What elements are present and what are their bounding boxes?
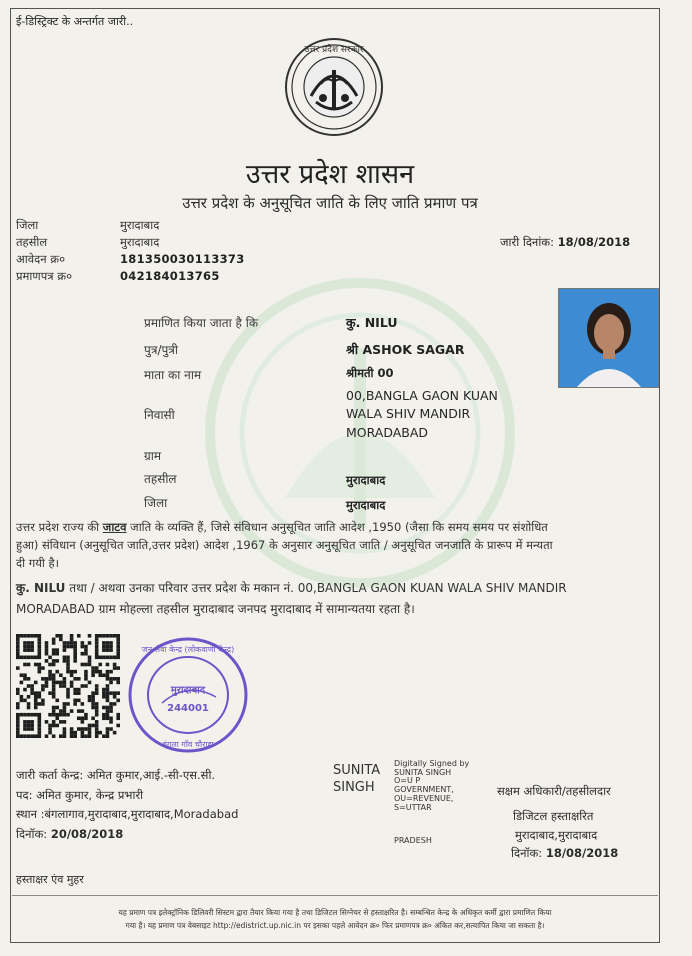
- address-line-3: MORADABAD: [346, 425, 429, 440]
- top-note: ई-डिस्ट्रिक्ट के अन्तर्गत जारी..: [16, 15, 134, 28]
- footer-line-1: यह प्रमाण पत्र इलेक्ट्रॉनिक डिलिवरी सिस्टम द्वारा तैयार किया गया है तथा डिजिटल सिग्नेचर से हस्ताक्षरित है। सम्बन्धित केन्द्र के अधिकृत कर्मी द्वारा प्रमाणित किया: [118, 908, 552, 917]
- mother-label: माता का नाम: [144, 368, 202, 382]
- issuer-date-value: 20/08/2018: [50, 826, 124, 841]
- issue-date-label: जारी दिनांक:: [500, 235, 555, 249]
- stamp-pin: 244001: [167, 703, 209, 714]
- application-label: आवेदन क्र०: [16, 252, 66, 266]
- digital-signature-details: [394, 760, 469, 812]
- certificate-label: प्रमाणपत्र क्र०: [16, 269, 73, 283]
- applicant-name: कु. NILU: [346, 315, 398, 330]
- issuer-date-label: दिनॉक:: [16, 826, 48, 841]
- mother-name: श्रीमती 00: [346, 366, 394, 380]
- issue-date: [500, 235, 630, 250]
- authority-place: मुरादाबाद,मुरादाबाद: [515, 828, 598, 842]
- issuer-block: [16, 766, 238, 844]
- sign-detail-5: OU=REVENUE,: [394, 793, 454, 803]
- stamp-inner-text: बंगला गाँव चौराहा: [162, 740, 214, 749]
- sign-detail-3: O=U P: [394, 776, 421, 786]
- certificate-title: उत्तर प्रदेश के अनुसूचित जाति के लिए जाति प्रमाण पत्र: [182, 194, 478, 212]
- para1-line-2: हुआ) संविधान (अनुसूचित जाति,उत्तर प्रदेश) आदेश ,1967 के अनुसार अनुसूचित जाति / अनुसूचित जनजाति के प्रारूप में मन्यता: [16, 538, 553, 552]
- sign-detail-1: Digitally Signed by: [394, 759, 470, 768]
- applicant-photo: [558, 288, 659, 388]
- issuer-place: स्थान :बंगलागाव,मुरादाबाद,मुरादाबाद,Moradabad: [16, 807, 239, 821]
- district-label: जिला: [16, 218, 39, 232]
- detail-district-value: मुरादाबाद: [346, 498, 386, 512]
- tehsil-label: तहसील: [16, 235, 48, 249]
- sign-detail-4: GOVERNMENT,: [394, 785, 454, 795]
- para2-name: कु. NILU: [16, 581, 66, 595]
- issue-date-value: 18/08/2018: [557, 235, 631, 249]
- authority-digital: डिजिटल हस्ताक्षरित: [513, 809, 594, 823]
- issuer-post: पद: अमित कुमार, केन्द्र प्रभारी: [16, 787, 144, 802]
- sign-detail-2: SUNITA SINGH: [394, 767, 452, 777]
- para2-line-2: MORADABAD ग्राम मोहल्ला तहसील मुरादाबाद जनपद मुरादाबाद में सामान्यतया रहता है।: [16, 602, 415, 616]
- village-label: ग्राम: [144, 449, 162, 463]
- sign-detail-7: PRADESH: [394, 836, 432, 845]
- address-line-1: 00,BANGLA GAON KUAN: [346, 388, 498, 403]
- detail-tehsil-label: तहसील: [144, 472, 177, 486]
- emblem-text: उत्तर प्रदेश सरकार: [304, 45, 364, 55]
- residence-paragraph: [16, 578, 567, 620]
- digital-signature-name: [333, 762, 380, 796]
- authority-date-value: 18/08/2018: [545, 846, 619, 860]
- para1-line-3: दी गयी है।: [16, 556, 59, 570]
- footer-note: [14, 906, 656, 932]
- issuer-date: [16, 825, 238, 845]
- authority-title: सक्षम अधिकारी/तहसीलदार: [497, 784, 611, 798]
- footer-divider: [12, 895, 658, 896]
- government-title: उत्तर प्रदेश शासन: [245, 159, 415, 190]
- stamp-outer-text: जन सेवा केन्द्र (लोकवाणी केन्द्र): [141, 645, 235, 654]
- qr-code: [16, 634, 120, 738]
- certificate-number: 042184013765: [120, 269, 220, 283]
- detail-district-label: जिला: [144, 496, 168, 510]
- application-number: 181350030113373: [120, 252, 245, 266]
- signer-name-line-1: SUNITA: [333, 763, 381, 778]
- sign-detail-6: S=UTTAR: [394, 802, 432, 812]
- residence-label: निवासी: [144, 408, 175, 422]
- address-line-2: WALA SHIV MANDIR: [346, 406, 471, 421]
- sign-seal-label: हस्ताक्षर एंव मुहर: [16, 873, 84, 886]
- para2-line-1: तथा / अथवा उनका परिवार उत्तर प्रदेश के मकान नं. 00,BANGLA GAON KUAN WALA SHIV MANDIR: [65, 581, 567, 595]
- authority-date-label: दिनॉक:: [511, 846, 543, 860]
- footer-line-2: गया है। यह प्रमाण पत्र वेबसाइट http://edistrict.up.nic.in पर इसका पहले आवेदन क्र० फिर प्रमाणपत्र क्र० अंकित कर,सत्यापित किया जा सकता है।: [125, 921, 545, 930]
- para1-text-a: उत्तर प्रदेश राज्य की: [16, 520, 103, 534]
- certify-label: प्रमाणित किया जाता है कि: [144, 316, 259, 330]
- tehsil-value: मुरादाबाद: [120, 235, 160, 249]
- detail-tehsil-value: मुरादाबाद: [346, 473, 386, 487]
- stamp-center-text: मुरादाबाद: [170, 685, 206, 696]
- para1-text-b: जाति के व्यक्ति हैं, जिसे संविधान अनुसूचित जाति आदेश ,1950 (जैसा कि समय समय पर संशोधित: [126, 520, 548, 534]
- authority-date: [511, 846, 618, 861]
- caste-name: जाटव: [102, 520, 127, 534]
- district-value: मुरादाबाद: [120, 218, 160, 232]
- parent-label: पुत्र/पुत्री: [144, 343, 179, 357]
- signer-name-line-2: SINGH: [333, 780, 375, 795]
- caste-paragraph: [16, 518, 553, 572]
- issuer-center: जारी कर्ता केन्द्र: अमित कुमार,आई.-सी-एस.सी.: [16, 768, 216, 782]
- parent-name: श्री ASHOK SAGAR: [346, 342, 465, 357]
- center-stamp: [126, 635, 250, 755]
